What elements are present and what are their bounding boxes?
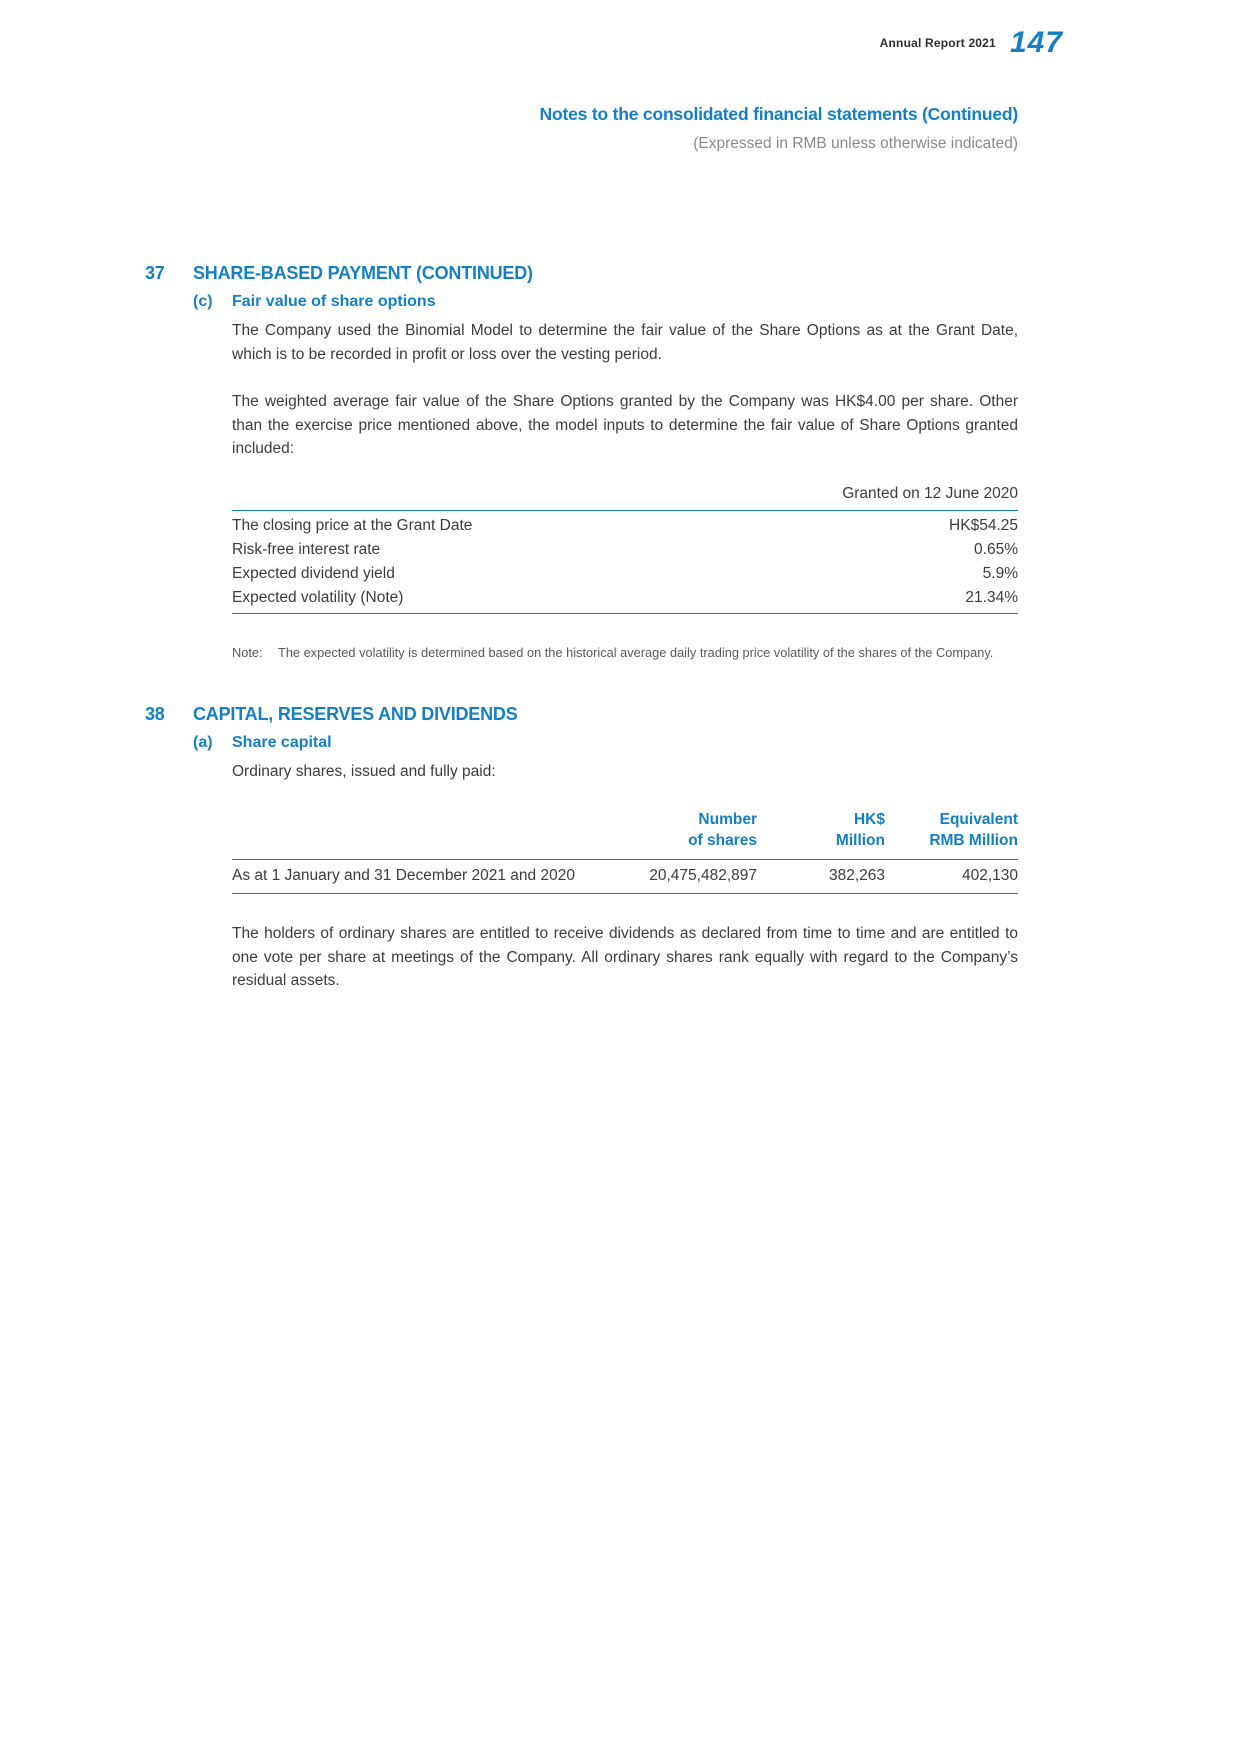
column-header-line: HK$ (853, 811, 885, 828)
top-meta-bar (880, 28, 1063, 58)
report-title-meta: Annual Report 2021 (879, 36, 996, 50)
paragraph: The Company used the Binomial Model to determine the fair value of the Share Options as at the Grant Date, which is to be recorded in profit or loss over the vesting period. (232, 322, 1018, 363)
section-38 (145, 704, 1018, 993)
table-row (232, 860, 1018, 894)
subsection-title: Share capital (232, 733, 332, 751)
column-header-line: RMB Million (929, 832, 1018, 849)
section-37-heading (145, 263, 1018, 284)
paragraph: The weighted average fair value of the Share Options granted by the Company was HK$4.00 per share. Other than the exercise price mentioned above, the model inputs to determine the fair value of Share Options granted included: (232, 393, 1018, 457)
section-title: SHARE-BASED PAYMENT (CONTINUED) (193, 263, 533, 283)
table-row (232, 562, 1018, 586)
section-number: 37 (145, 263, 165, 283)
section-38-heading (145, 704, 1018, 725)
document-title-block (540, 104, 1018, 153)
column-header-line: Number (698, 811, 757, 828)
row-label: Expected dividend yield (232, 564, 395, 582)
document-title: Notes to the consolidated financial statements (Continued) (539, 104, 1018, 124)
column-header-number-of-shares (604, 809, 757, 860)
table-row (232, 510, 1018, 538)
paragraph: Ordinary shares, issued and fully paid: (232, 762, 496, 780)
subsection-label: (a) (193, 733, 213, 751)
share-option-inputs-table (232, 485, 1018, 614)
document-subtitle: (Expressed in RMB unless otherwise indicated) (693, 135, 1018, 152)
column-header-line: Million (835, 832, 885, 849)
row-value: HK$54.25 (949, 516, 1018, 534)
table-header-granted-date: Granted on 12 June 2020 (232, 485, 1018, 511)
content-column (145, 263, 1018, 1017)
row-label: Risk-free interest rate (232, 540, 381, 558)
column-header-line: of shares (688, 832, 757, 849)
row-value: 21.34% (843, 586, 1018, 614)
subsection-a-body (232, 760, 1018, 993)
row-value: 20,475,482,897 (604, 860, 757, 894)
subsection-title: Fair value of share options (232, 293, 436, 310)
footnote-text: The expected volatility is determined based on the historical average daily trading price volatility of the shares of the Company. (278, 644, 994, 660)
column-header-hkd-million (757, 809, 885, 860)
subsection-c-body (232, 319, 1018, 662)
subsection-label: (c) (193, 293, 213, 310)
column-header-empty (232, 809, 604, 860)
paragraph: The holders of ordinary shares are entitled to receive dividends as declared from time to time and are entitled to one vote per share at meetings of the Company. All ordinary shares rank equally with regard to the Company’s residual assets. (232, 925, 1018, 989)
column-header-rmb-million (885, 809, 1018, 860)
page-number: 147 (1009, 26, 1063, 59)
table-row (232, 586, 1018, 614)
footnote (232, 644, 1018, 662)
table-row (232, 538, 1018, 562)
section-title: CAPITAL, RESERVES AND DIVIDENDS (193, 703, 518, 724)
row-label: As at 1 January and 31 December 2021 and 2020 (232, 860, 604, 894)
table-header-row (232, 809, 1018, 860)
row-value: 5.9% (982, 564, 1018, 582)
section-37 (145, 263, 1018, 662)
row-value: 402,130 (885, 860, 1018, 894)
row-label: The closing price at the Grant Date (232, 516, 473, 534)
subsection-a-heading (193, 734, 1018, 752)
row-value: 0.65% (974, 540, 1018, 558)
footnote-label: Note: (232, 644, 263, 660)
row-value: 382,263 (757, 860, 885, 894)
share-capital-table (232, 809, 1018, 894)
column-header-line: Equivalent (939, 811, 1018, 828)
row-label: Expected volatility (Note) (232, 586, 843, 614)
subsection-c-heading (193, 293, 1018, 311)
section-number: 38 (145, 703, 165, 724)
